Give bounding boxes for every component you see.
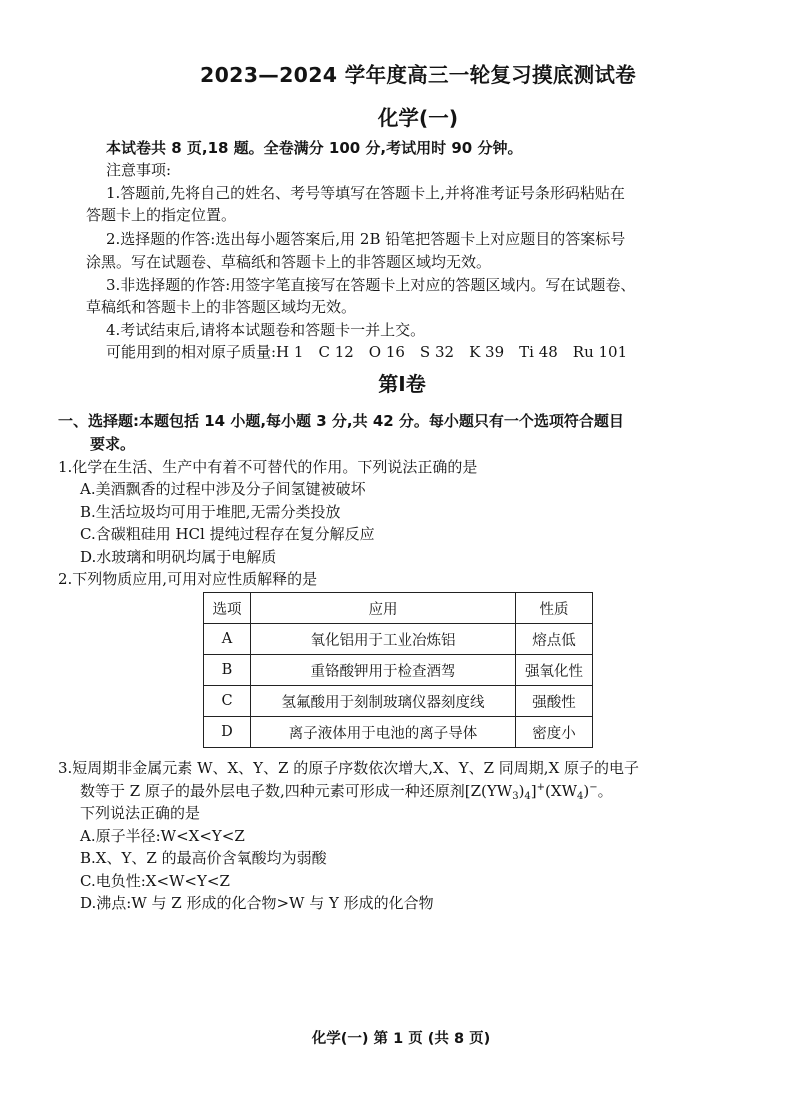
table-header-application: 应用 (251, 593, 516, 624)
question-3-option-d: D.沸点:W 与 Z 形成的化合物>W 与 Y 形成的化合物 (80, 894, 434, 912)
exam-summary: 本试卷共 8 页,18 题。全卷满分 100 分,考试用时 90 分钟。 (106, 139, 523, 157)
note-4: 4.考试结束后,请将本试题卷和答题卡一并上交。 (106, 321, 426, 339)
question-2-table (203, 592, 593, 748)
table-row (204, 655, 593, 686)
table-header-option: 选项 (204, 593, 251, 624)
table-cell-option: B (204, 655, 251, 686)
q3-text: 。 (597, 782, 613, 800)
table-cell-application: 氧化铝用于工业冶炼铝 (251, 624, 516, 655)
table-cell-application: 重铬酸钾用于检查酒驾 (251, 655, 516, 686)
q3-text: ] (530, 782, 537, 800)
table-cell-property: 强氧化性 (516, 655, 593, 686)
page-footer: 化学(一) 第 1 页 (共 8 页) (311, 1031, 491, 1047)
exam-subject: 化学(一) (377, 106, 459, 130)
note-3-line-2: 草稿纸和答题卡上的非答题区域均无效。 (86, 298, 357, 316)
q3-text: ) (583, 782, 590, 800)
question-3-stem-line-2 (80, 781, 613, 801)
note-3-line-1: 3.非选择题的作答:用签字笔直接写在答题卡上对应的答题区域内。写在试题卷、 (106, 276, 636, 294)
table-header-row (204, 593, 593, 624)
table-cell-property: 强酸性 (516, 686, 593, 717)
table-row (204, 624, 593, 655)
table-cell-option: D (204, 717, 251, 748)
question-2-stem: 2.下列物质应用,可用对应性质解释的是 (58, 570, 318, 588)
table-cell-option: A (204, 624, 251, 655)
q3-superscript: − (589, 782, 598, 793)
note-2-line-2: 涂黑。写在试题卷、草稿纸和答题卡上的非答题区域均无效。 (86, 253, 492, 271)
table-cell-application: 离子液体用于电池的离子导体 (251, 717, 516, 748)
note-2-line-1: 2.选择题的作答:选出每小题答案后,用 2B 铅笔把答题卡上对应题目的答案标号 (106, 230, 626, 248)
question-1-option-d: D.水玻璃和明矾均属于电解质 (80, 548, 277, 566)
table-row (204, 686, 593, 717)
note-1-line-2: 答题卡上的指定位置。 (86, 206, 237, 224)
question-3-option-a: A.原子半径:W<X<Y<Z (80, 827, 245, 845)
q3-subscript: 4 (524, 791, 531, 802)
table-cell-property: 熔点低 (516, 624, 593, 655)
note-1-line-1: 1.答题前,先将自己的姓名、考号等填写在答题卡上,并将准考证号条形码粘贴在 (106, 184, 625, 202)
question-3-stem-line-1: 3.短周期非金属元素 W、X、Y、Z 的原子序数依次增大,X、Y、Z 同周期,X 原子的电子 (58, 759, 640, 777)
q3-superscript: + (536, 782, 546, 793)
exam-title: 2023—2024 学年度高三一轮复习摸底测试卷 (200, 63, 636, 87)
q3-text: ) (518, 782, 525, 800)
q3-text: (XW (545, 782, 577, 800)
table-cell-option: C (204, 686, 251, 717)
part1-instructions-line-2: 要求。 (90, 435, 136, 453)
question-1-option-a: A.美酒飘香的过程中涉及分子间氢键被破坏 (80, 480, 366, 498)
table-cell-property: 密度小 (516, 717, 593, 748)
part1-instructions-line-1: 一、选择题:本题包括 14 小题,每小题 3 分,共 42 分。每小题只有一个选项符合题目 (58, 412, 624, 430)
table-row (204, 717, 593, 748)
q3-text: 数等于 Z 原子的最外层电子数,四种元素可形成一种还原剂[Z(YW (80, 782, 513, 800)
question-1-stem: 1.化学在生活、生产中有着不可替代的作用。下列说法正确的是 (58, 458, 478, 476)
q3-subscript: 4 (577, 791, 584, 802)
table-cell-application: 氢氟酸用于刻制玻璃仪器刻度线 (251, 686, 516, 717)
q3-subscript: 3 (512, 791, 519, 802)
table-header-property: 性质 (516, 593, 593, 624)
question-1-option-b: B.生活垃圾均可用于堆肥,无需分类投放 (80, 503, 341, 521)
notes-heading: 注意事项: (106, 161, 172, 179)
question-3-option-b: B.X、Y、Z 的最高价含氧酸均为弱酸 (80, 849, 327, 867)
question-3-option-c: C.电负性:X<W<Y<Z (80, 872, 230, 890)
question-3-stem-line-3: 下列说法正确的是 (80, 804, 201, 822)
atomic-masses: 可能用到的相对原子质量:H 1 C 12 O 16 S 32 K 39 Ti 48 Ru 101 (106, 343, 628, 361)
section-title: 第Ⅰ卷 (378, 372, 426, 396)
question-1-option-c: C.含碳粗硅用 HCl 提纯过程存在复分解反应 (80, 525, 375, 543)
